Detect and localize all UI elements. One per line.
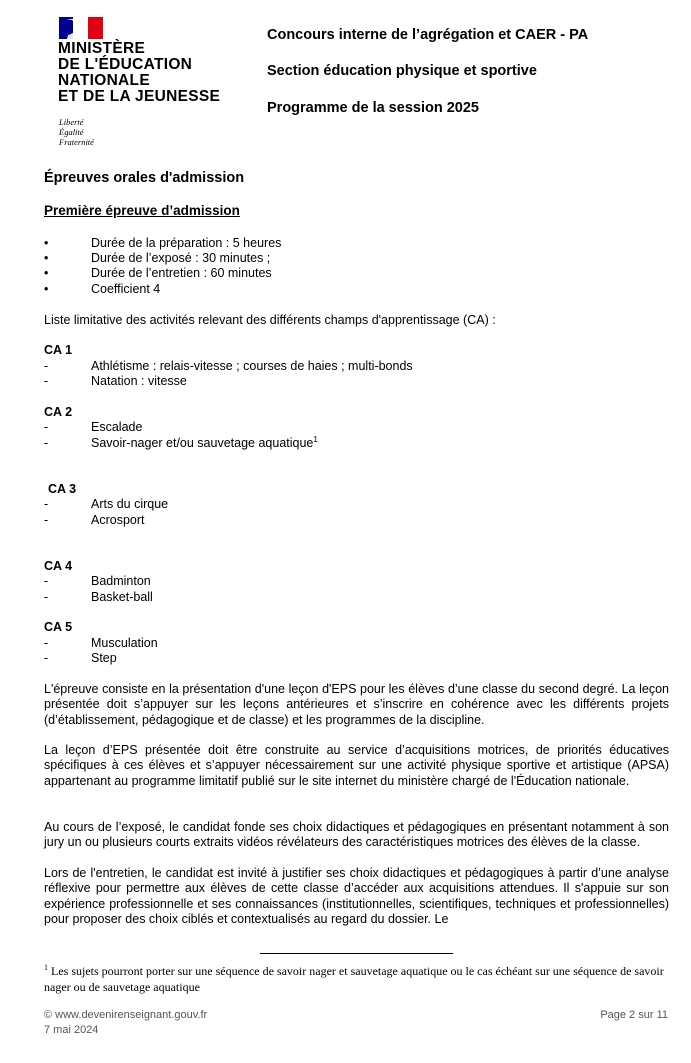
paragraph: Lors de l'entretien, le candidat est invité à justifier ses choix didactiques et pédagogiques à partir d’une analyse réflexive pour permettre aux élèves de cette classe d’accéder aux acquisitions attendues. Il s'appuie sur son expérience professionnelle et ses connaissances (institutionnelles, scientifiques, techniques et professionnelles) pour proposer des choix ciblés et contextualisés au regard du dossier. Le [44, 866, 669, 926]
activity-item: Athlétisme : relais-vitesse ; courses de haies ; multi-bonds [91, 359, 413, 373]
footer-site: © www.devenirenseignant.gouv.fr [44, 1009, 208, 1021]
ca-title: CA 3 [48, 482, 77, 496]
marianne-flag-icon [59, 17, 103, 39]
dash-mark: - [44, 513, 49, 527]
dash-mark: - [44, 574, 49, 588]
activity-item: Acrosport [91, 513, 145, 527]
footnote: $^1$ Les sujets pourront porter sur une séquence de savoir nager et sauvetage aquatique ou le cas échéant sur une séquence de savoir nager ou de sauvetage aquatique [44, 963, 664, 994]
list-item: Durée de l’exposé : 30 minutes ; [91, 251, 271, 265]
ca-title: CA 2 [44, 405, 73, 419]
section-title: Épreuves orales d'admission [44, 170, 245, 186]
republic-motto: Liberté Égalité Fraternité [59, 117, 94, 147]
bullet-mark: • [44, 266, 49, 280]
dash-mark: - [44, 497, 49, 511]
ca-title: CA 1 [44, 343, 73, 357]
activity-item: Step [91, 651, 117, 665]
dash-mark: - [44, 374, 49, 388]
list-item: Coefficient 4 [91, 282, 161, 296]
dash-mark: - [44, 590, 49, 604]
paragraph: L'épreuve consiste en la présentation d'une leçon d'EPS pour les élèves d’une classe du second degré. La leçon présentée doit s’appuyer sur les leçons antérieures et s’inscrire en cohérence avec les différents projets (d’établissement, pédagogique et de classe) et les programmes de la discipline. [44, 682, 669, 727]
bullet-mark: • [44, 236, 49, 250]
footnote-ref: 1 [313, 434, 318, 444]
list-item: Durée de l’entretien : 60 minutes [91, 266, 272, 280]
dash-mark: - [44, 651, 49, 665]
header-section: Section éducation physique et sportive [267, 63, 537, 79]
activity-item: Arts du cirque [91, 497, 169, 511]
dash-mark: - [44, 436, 49, 450]
bullet-mark: • [44, 282, 49, 296]
dash-mark: - [44, 359, 49, 373]
dash-mark: - [44, 420, 49, 434]
activity-item: Savoir-nager et/ou sauvetage aquatique$^1$ [91, 434, 318, 450]
footnote-number: 1 [44, 963, 48, 972]
sub-title: Première épreuve d’admission [44, 203, 240, 218]
ca-title: CA 4 [44, 559, 73, 573]
ministry-name: MINISTÈRE DE L'ÉDUCATION NATIONALE ET DE LA JEUNESSE [58, 40, 221, 105]
activity-item: Musculation [91, 636, 158, 650]
activity-item: Escalade [91, 420, 143, 434]
paragraph: Au cours de l’exposé, le candidat fonde ses choix didactiques et pédagogiques en présentant notamment à son jury un ou plusieurs courts extraits vidéos révélateurs des caractéristiques motrices des élèves de la classe. [44, 820, 669, 850]
activity-item: Basket-ball [91, 590, 153, 604]
header-session: Programme de la session 2025 [267, 100, 479, 116]
activity-item: Badminton [91, 574, 151, 588]
header-exam-title: Concours interne de l’agrégation et CAER - PA [267, 27, 589, 43]
bullet-mark: • [44, 251, 49, 265]
list-intro: Liste limitative des activités relevant des différents champs d'apprentissage (CA) : [44, 313, 496, 327]
list-item: Durée de la préparation : 5 heures [91, 236, 282, 250]
ca-title: CA 5 [44, 620, 73, 634]
dash-mark: - [44, 636, 49, 650]
footer-date: 7 mai 2024 [44, 1024, 99, 1036]
footnote-separator [260, 953, 453, 954]
footer-page-number: Page 2 sur 11 [600, 1009, 668, 1021]
paragraph: La leçon d’EPS présentée doit être construite au service d’acquisitions motrices, de priorités éducatives spécifiques à ces élèves et s’appuyer nécessairement sur une activité physique sportive et artistique (APSA) appartenant au programme limitatif publié sur le site internet du ministère chargé de l'Éducation nationale. [44, 743, 669, 788]
activity-item: Natation : vitesse [91, 374, 187, 388]
